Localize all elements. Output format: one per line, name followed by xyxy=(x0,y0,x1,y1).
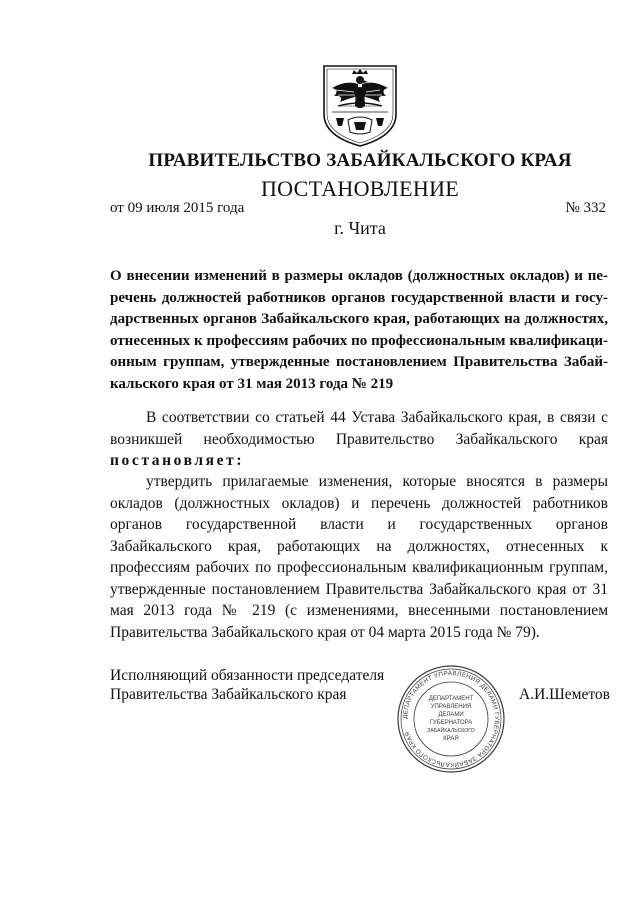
official-stamp xyxy=(396,664,506,774)
stamp-ring-text: ДЕПАРТАМЕНТ УПРАВЛЕНИЯ ДЕЛАМИ ГУБЕРНАТОРА ЗАБАЙКАЛЬСКОГО КРАЯ xyxy=(401,669,501,769)
stamp-center-line: УПРАВЛЕНИЯ xyxy=(430,704,472,710)
document-number: № 332 xyxy=(565,200,606,216)
signatory-position-line1: Исполняющий обязанности председателя xyxy=(110,667,385,684)
signatory-position-line2: Правительства Забайкальского края xyxy=(110,686,347,703)
stamp-center-line: ДЕЛАМИ xyxy=(438,712,464,718)
government-title: ПРАВИТЕЛЬСТВО ЗАБАЙКАЛЬСКОГО КРАЯ xyxy=(148,150,572,171)
signatory-position xyxy=(110,666,384,704)
stamp-center-line: КРАЯ xyxy=(443,736,459,742)
stamp-center-line: ДЕПАРТАМЕНТ xyxy=(428,696,474,702)
stamp-center-line: ГУБЕРНАТОРА xyxy=(429,720,473,726)
preamble-text: В соответствии со статьей 44 Устава Забайкальского края, в связи с возникшей необходимостью Правительство Забайкальского края xyxy=(110,409,608,448)
preamble-paragraph xyxy=(110,407,608,472)
coat-of-arms-emblem xyxy=(318,62,402,148)
stamp-center-line: ЗАБАЙКАЛЬСКОГО xyxy=(427,728,475,734)
decree-word: постановляет: xyxy=(110,452,245,469)
signatory-name: А.И.Шеметов xyxy=(519,686,610,703)
document-subject: О внесении изменений в размеры окладов (должностных окладов) и перечень должностей работников органов государственной власти и государственных органов Забайкальского края, работающих на должностях, отнесенных к профессиям рабочих по профессиональным квалификационным группам, утвержденные постановлением Правительства Забайкальского края от 31 мая 2013 года № 219 xyxy=(110,268,608,392)
decision-paragraph: утвердить прилагаемые изменения, которые вносятся в размеры окладов (должностных окладов) и перечень должностей работников органов государственной власти и государственных органов Забайкальского края, работающих на должностях, отнесенных к профессиям рабочих по профессиональным квалификационным группам, утвержденные постановлением Правительства Забайкальского края от 31 мая 2013 года № 219 (с изменениями, внесенными постановлением Правительства Забайкальского края от 04 марта 2015 года № 79). xyxy=(110,473,608,641)
document-date: от 09 июля 2015 года xyxy=(110,200,245,216)
document-type: ПОСТАНОВЛЕНИЕ xyxy=(260,176,460,201)
document-city: г. Чита xyxy=(334,218,386,238)
